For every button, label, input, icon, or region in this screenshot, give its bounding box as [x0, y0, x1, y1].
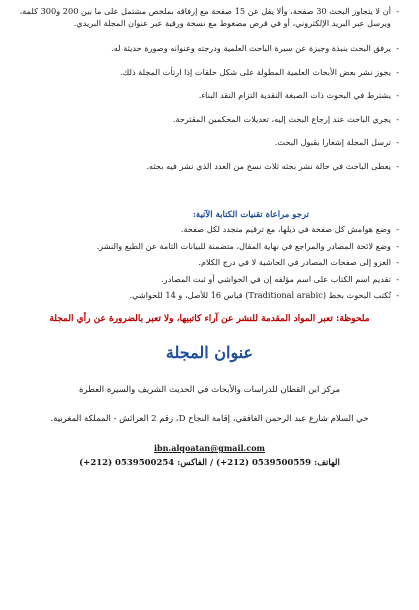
writing-rules — [19, 224, 399, 307]
email-link[interactable]: ibn.alqoatan@gmail.com — [153, 443, 266, 453]
writing-rule-item: - تقديم اسم الكتاب على اسم مؤلفه إن في الحواشي أو ثبت المصادر. — [19, 274, 399, 286]
phone-fax: الهاتف: 0539500559 (212+) / الفاكس: 0539500254 (212+) — [79, 458, 340, 468]
writing-rule-item: - تُكتب البحوث بخط (Traditional arabic) قياس 16 للأصل، و 14 للحواشي. — [19, 290, 399, 302]
center-name: مركز ابن القطان للدراسات والأبحاث في الحديث الشريف والسيرة العطرة — [78, 385, 341, 395]
disclaimer-notice: ملحوظة: تعبر المواد المقدمة للنشر عن آراء كاتبيها، ولا تعبر بالضرورة عن رأي المجلة — [49, 314, 370, 324]
guideline-item: - أن لا يتجاوز البحث 30 صفحة، وألا يقل عن 15 صفحة مع إرفاقه بملخص مشتمل على ما بين 200 و300 كلمة، ويرسل عبر البريد الإلكتروني، أو في قرص مضغوط مع نسخة ورقية عبر عنوان المجلة البريدي. — [19, 6, 399, 29]
writing-rule-item: - وضع لائحة المصادر والمراجع في نهاية المقال، متضمنة للبيانات التامة عن الطبع والنشر. — [19, 241, 399, 253]
street-address: حي السلام شارع عبد الرحمن الغافقي، إقامة النجاح D، رقم 2 العرائش - المملكة المغربية. — [50, 414, 369, 424]
guideline-item: - يشترط في البحوث ذات الصبغة النقدية التزام النقد البناء. — [19, 90, 399, 102]
writing-rules-heading: ترجو مراعاة تقنيات الكتابة الآتية: — [192, 210, 309, 220]
writing-rule-item: - وضع هوامش كل صفحة في ذيلها، مع ترقيم متجدد لكل صفحة. — [19, 224, 399, 236]
guideline-item: - يجري الباحث عند إرجاع البحث إليه، تعديلات المحكمين المقترحة. — [19, 114, 399, 126]
guideline-item: - ترسل المجلة إشعارا بقبول البحث. — [19, 137, 399, 149]
guideline-item: - يرفق البحث بنبذة وجيزة عن سيرة الباحث العلمية ودرجته وعنوانه وصورة حديثة له. — [19, 43, 399, 55]
submission-guidelines — [19, 6, 399, 175]
guideline-item: - يجوز نشر بعض الأبحاث العلمية المطولة على شكل حلقات إذا ارتأت المجلة ذلك. — [19, 67, 399, 79]
guideline-item: - يعطى الباحث في حالة نشر بحثه ثلاث نسخ من العدد الذي نشر فيه بحثه. — [19, 161, 399, 173]
address-heading: عنوان المجلة — [165, 343, 254, 362]
writing-rule-item: - العزو إلى صفحات المصادر في الحاشية لا في درج الكلام. — [19, 257, 399, 269]
